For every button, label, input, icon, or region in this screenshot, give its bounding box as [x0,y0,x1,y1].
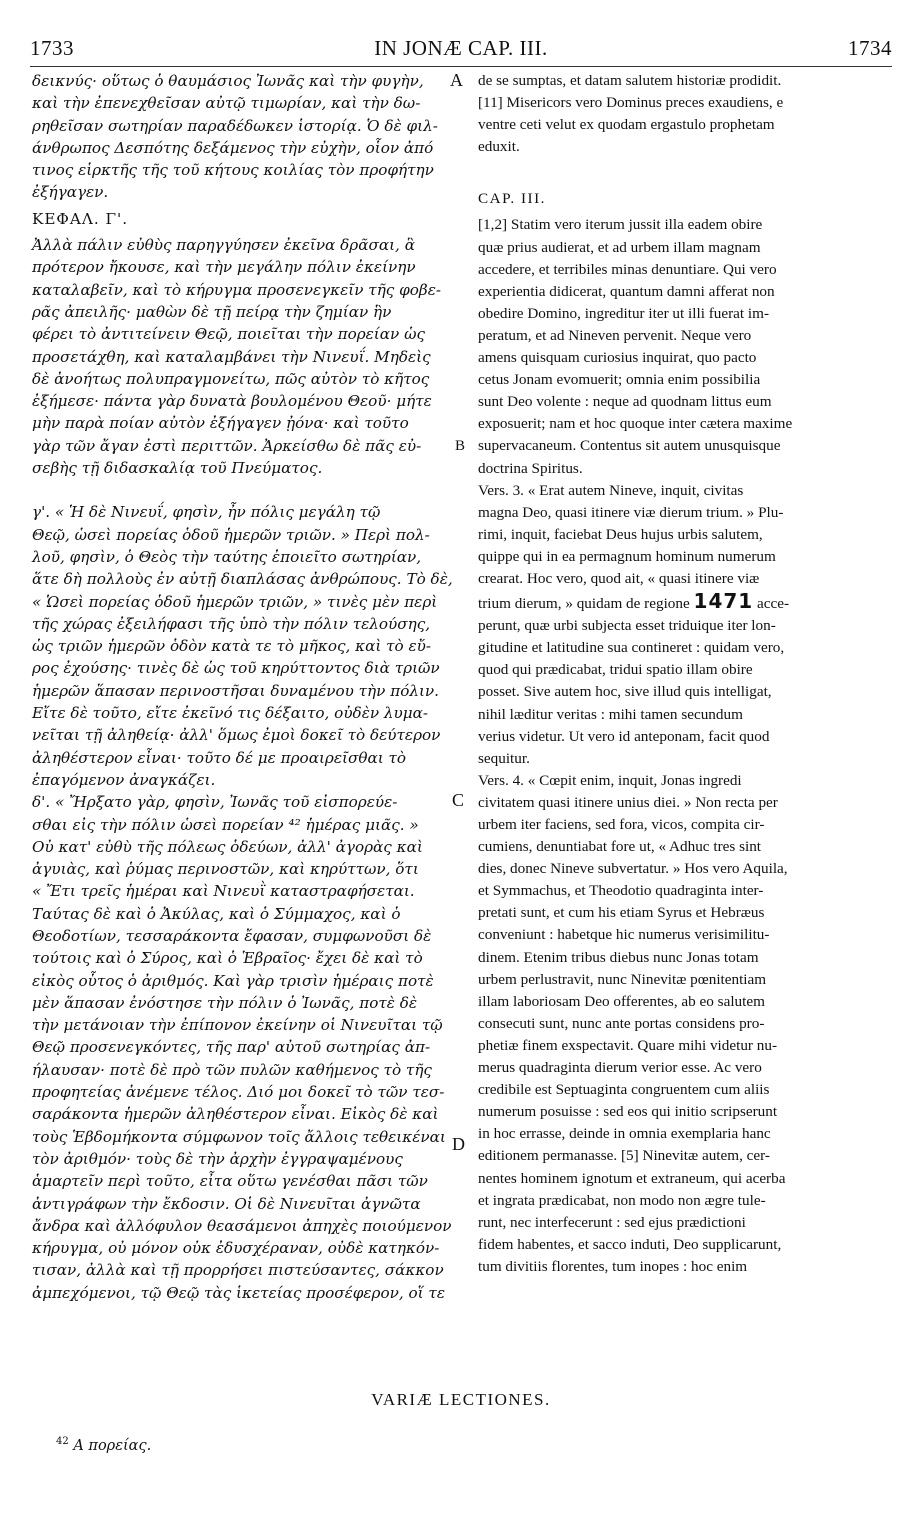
text-line: τινος εἱρκτῆς τῆς τοῦ κήτους κοιλίας τὸν προφήτην [32,161,434,180]
text-line: ἡμερῶν ἅπασαν περινοστῆσαι δυναμένου τὴν πόλιν. [32,681,439,700]
text-line: ἐξήγαγεν. [32,183,109,202]
text-line: εἰκὸς οὗτος ὁ ἀριθμός. Καὶ γὰρ τρισὶν ἡμέραις ποτὲ [32,971,434,990]
text-line: ἀληθέστερον εἶναι· τοῦτο δέ με προαιρεῖσθαι τὸ [32,748,407,767]
text-line: τούτοις καὶ ὁ Σύρος, καὶ ὁ Ἑβραῖος· ἔχει δὲ καὶ τὸ [32,949,423,968]
text-line: Ἀλλὰ πάλιν εὐθὺς παρηγγύησεν ἐκεῖνα δρᾶσαι, ἃ [32,236,415,255]
text-line: magna Deo, quasi itinere viæ dierum trium. » Plu- [478,503,784,521]
text-line: μὲν ἅπασαν ἐνόστησε τὴν πόλιν ὁ Ἰωνᾶς, ποτὲ δὲ [32,993,418,1012]
text-line: quippe qui in ea permagnum hominum numerum [478,547,776,565]
right-page-number: 1734 [848,36,892,60]
greek-verse-4 [32,790,465,1304]
text-line: δεικνύς· οὕτως ὁ θαυμάσιος Ἰωνᾶς καὶ τὴν φυγὴν, [32,72,424,90]
text-line: illam laboriosam Deo offerentes, ab eo salutem [478,992,765,1010]
text-line: ventre ceti velut ex quodam ergastulo prophetam [478,116,775,134]
text-line: Θεοδοτίων, τεσσαράκοντα ἔφασαν, συμφωνοῦσι δὲ [32,926,432,945]
text-line: consecuti sunt, nunc ante portas considens pro- [478,1014,765,1032]
text-line: sunt Deo volente : neque ad quodnam littus eum [478,393,772,411]
latin-verse-4 [478,770,892,1278]
text-line: ἀμπεχόμενοι, τῷ Θεῷ τὰς ἱκετείας προσέφερον, οἵ τε [32,1283,445,1302]
text-line: γ'. « Ἡ δὲ Νινευΐ, φησὶν, ἦν πόλις μεγάλη τῷ [32,503,381,522]
text-line: credibile est Septuaginta congruentem cum aliis [478,1081,770,1099]
text-line: et Symmachus, et Theodotio quadraginta inter- [478,882,764,900]
text-line: nihil læditur veritas : mihi tamen secundum [478,705,743,723]
text-line: supervacaneum. Contentus sit autem unusquisque [478,437,781,455]
text-line: δ'. « Ἤρξατο γὰρ, φησὶν, Ἰωνᾶς τοῦ εἰσπορεύε- [32,793,398,812]
text-line: runt, nec interfecerunt : sed ejus prædictioni [478,1213,746,1231]
text-line: civitatem quasi itinere unius diei. » Non recta per [478,793,778,811]
text-line: merus quadraginta dierum verior esse. Ac vero [478,1059,762,1077]
text-line: γὰρ τῶν ἄγαν ἐστὶ περιττῶν. Ἀρκείσθω δὲ πᾶς εὐ- [32,436,422,455]
text-line: amens quisquam curiosius inquirat, quo pacto [478,349,757,367]
text-line: ρηθεῖσαν σωτηρίαν παραδέδωκεν ἱστορίᾳ. Ὁ δὲ φιλ- [32,116,438,135]
text-line: τισαν, ἀλλὰ καὶ τῇ προρρήσει πιστεύσαντες, σάκκον [32,1261,444,1280]
text-line: cumiens, denuntiabat fore ut, « Adhuc tres sint [478,838,762,856]
latin-chapter-text [478,214,892,479]
text-line: fidem habentes, et sacco induti, Deo supplicarunt, [478,1235,782,1253]
text-line: quod qui prædicabat, tridui spatio illam obire [478,661,753,679]
text-line: μὴν παρὰ ποίαν αὐτὸν ἐξήγαγεν ᾐόνα· καὶ τοῦτο [32,414,409,433]
verse-3-continuation: acce- [753,595,790,613]
text-line: ρος ἐχούσης· τινὲς δὲ ὡς τοῦ κηρύττοντος διὰ τριῶν [32,659,440,678]
text-line: pretati sunt, et cum his etiam Syrus et Hebræus [478,904,765,922]
text-line: προσετάχθη, καὶ καταλαμβάνει τὴν Νινευΐ. Μηδεὶς [32,347,431,366]
text-line: ἐπαγόμενον ἀναγκάζει. [32,770,216,789]
text-line: κήρυγμα, οὐ μόνον οὐκ ἐδυσχέραναν, οὐδὲ κατηκόν- [32,1239,440,1258]
margin-marker-a: A [450,70,463,90]
text-line: verius videtur. Ut vero id anteponam, facit quod [478,727,770,745]
text-line: [1,2] Statim vero iterum jussit illa eadem obire [478,216,763,234]
margin-marker-c: C [452,790,465,810]
text-line: doctrina Spiritus. [478,459,583,477]
text-line: φέρει τὸ ἀντιτείνειν Θεῷ, ποιεῖται τὴν πορείαν ὡς [32,325,425,344]
header-rule [30,66,892,67]
text-line: eduxit. [478,138,520,156]
latin-chapter-title: CAP. III. [478,190,546,208]
text-line: urbem iter faciens, sed fora, vicos, compita cir- [478,816,765,833]
text-line: σθαι εἰς τὴν πόλιν ὡσεὶ πορείαν ⁴² ἡμέρας μιᾶς. » [32,815,419,834]
text-line: tum divitiis florentes, tum inopes : hoc enim [478,1257,748,1275]
text-line: crearat. Hoc vero, quod ait, « quasi itinere viæ [478,569,760,587]
text-line: ἁμαρτεῖν περὶ τοῦτο, εἶτα οὕτω γενέσθαι πᾶσι τῶν [32,1172,428,1191]
text-line: ἄνδρα καὶ ἀλλόφυλον θεασάμενοι ἀπηχὲς ποιούμενον [32,1216,452,1235]
greek-chapter-title: ΚΕΦΑΛ. Γ'. [32,209,129,228]
footnote-text: Α πορείας. [73,1437,152,1454]
text-line: cetus Jonam evomuerit; omnia enim possibilia [478,371,761,389]
column-number: 1471 [693,589,754,614]
text-line: καὶ τὴν ἐπενεχθεῖσαν αὐτῷ τιμωρίαν, καὶ τὴν δω- [32,94,421,113]
text-line: dinem. Etenim tribus diebus nunc Jonas totam [478,948,759,966]
text-line: ἀγυιὰς, καὶ ῥύμας περινοστῶν, καὶ κηρύττων, ὅτι [32,860,419,879]
text-line: Vers. 4. « Cœpit enim, inquit, Jonas ingredi [478,771,742,789]
text-line: τοὺς Ἑβδομήκοντα σύμφωνον τοῖς ἄλλοις τεθεικέναι [32,1127,446,1146]
text-line: de se sumptas, et datam salutem historiæ prodidit. [478,72,782,89]
text-line: λοῦ, φησὶν, ὁ Θεὸς τὴν ταύτης ἐποιεῖτο σωτηρίαν, [32,547,422,566]
variae-lectiones-title: VARIÆ LECTIONES. [371,1390,551,1409]
margin-marker-b: B [455,438,466,454]
text-line: Ταύτας δὲ καὶ ὁ Ἀκύλας, καὶ ὁ Σύμμαχος, καὶ ὁ [32,904,401,923]
text-line: perunt, quæ urbi subjecta esset triduique iter lon- [478,617,776,635]
text-line: ἅτε δὴ πολλοὺς ἐν αὐτῇ διαπλάσας ἀνθρώπους. Τὸ δὲ, [32,570,453,589]
text-line: gitudine et latitudine sua contineret : quidam vero, [478,639,785,657]
text-line: et ingrata prædicabat, non modo non ægre tule- [478,1191,766,1209]
text-line: accedere, et terribiles minas denuntiare. Qui vero [478,260,777,278]
running-title: IN JONÆ CAP. III. [374,36,548,60]
text-line: ήλαυσαν· ποτὲ δὲ πρὸ τῶν πυλῶν καθήμενος τὸ τῆς [32,1060,432,1079]
text-line: ἐξήμεσε· πάντα γὰρ δυνατὰ βουλομένου Θεοῦ· μήτε [32,392,432,411]
text-line: Εἴτε δὲ τοῦτο, εἴτε ἐκεῖνό τις δέξαιτο, οὐδὲν λυμα- [32,704,429,723]
latin-verse-3-after [478,615,892,770]
text-line: posset. Sive autem hoc, sive illud quis intelligat, [478,683,772,701]
text-line: editionem permanasse. [5] Ninevitæ autem, cer- [478,1147,770,1165]
text-line: numerum posuisse : sed eos qui initio scripserunt [478,1103,778,1121]
text-line: Vers. 3. « Erat autem Nineve, inquit, civitas [478,481,744,499]
text-line: ρᾶς ἀπειλῆς· μαθὼν δὲ τῇ πείρᾳ τὴν ζημίαν ἣν [32,302,392,321]
greek-verse-3 [32,501,462,791]
text-line: exposuerit; nam et hoc quoque inter cætera maxime [478,415,793,433]
text-line: πρότερον ἤκουσε, καὶ τὴν μεγάλην πόλιν ἐκείνην [32,258,416,277]
text-line: τὴν μετάνοιαν τὴν ἐπίπονον ἐκείνην οἱ Νινευῖται τῷ [32,1016,443,1035]
text-line: sequitur. [478,749,530,767]
text-line: Θεῷ, ὡσεὶ πορείας ὁδοῦ ἡμερῶν τριῶν. » Περὶ πολ- [32,525,430,544]
text-line: [11] Misericors vero Dominus preces exaudiens, e [478,94,784,112]
text-line: urbem perlustravit, nunc Ninevitæ pœnitentiam [478,970,767,988]
latin-verse-3 [478,480,892,770]
left-page-number: 1733 [30,36,74,60]
text-line: νεῖται τῇ ἀληθείᾳ· ἀλλ' ὅμως ἐμοὶ δοκεῖ τὸ δεύτερον [32,726,441,745]
text-line: καταλαβεῖν, καὶ τὸ κήρυγμα προσενεγκεῖν τῆς φοβε- [32,280,441,299]
text-line: ἀντιγράφων τὴν ἔκδοσιν. Οἱ δὲ Νινευῖται ἀγνῶτα [32,1194,421,1213]
paragraph-gap [32,479,462,501]
text-line: τὸν ἀριθμόν· τοὺς δὲ τὴν ἀρχὴν ἐγγραψαμένους [32,1149,403,1168]
text-line: dies, donec Nineve subvertatur. » Hos vero Aquila, [478,860,788,878]
greek-column [32,70,465,1304]
text-line: άνθρωπος Δεσπότης δεξάμενος τὴν εὐχὴν, οἷον ἀπό [32,138,434,157]
text-line: phetiæ finem exspectavit. Quare mihi videtur nu- [478,1036,778,1054]
text-line: « Ὡσεὶ πορείας ὁδοῦ ἡμερῶν τριῶν, » τινὲς μὲν περὶ [32,592,438,611]
text-line: conveniunt : habetque hic numerus verisimilitu- [478,926,770,944]
greek-chapter-text [32,234,462,479]
text-line: δὲ ἀνοήτως πολυπραγμονείτω, πῶς αὐτὸν τὸ κῆτος [32,369,430,388]
latin-column [478,70,892,1278]
footnote-number: 42 [56,1436,69,1447]
text-line: Οὐ κατ' εὐθὺ τῆς πόλεως ὁδεύων, ἀλλ' ἀγορὰς καὶ [32,837,423,856]
text-line: obedire Domino, ingreditur iter ut illi fuerat im- [478,304,770,322]
text-line: σαράκοντα ἡμερῶν ἀληθέστερον εἶναι. Εἰκὸς δὲ καὶ [32,1105,439,1124]
text-line: quæ prius audierat, et ad urbem illam magnam [478,238,761,256]
greek-intro [32,70,462,204]
text-line: προφητείας ἀνέμενε τέλος. Διό μοι δοκεῖ τὸ τῶν τεσ- [32,1083,445,1102]
text-line: experientia didicerat, quantum damni afferat non [478,282,775,300]
margin-marker-d: D [452,1134,465,1154]
text-line: σεβὴς τῇ διδασκαλίᾳ τοῦ Πνεύματος. [32,459,323,478]
text-line: in hoc errasse, deinde in omnia exemplaria hanc [478,1125,771,1143]
text-line: τῆς χώρας ἐξειλήφασι τῆς ὑπὸ τὴν πόλιν τελούσης, [32,614,431,633]
text-line: rimi, inquit, faciebat Deus hujus urbis salutem, [478,525,763,543]
text-line: ὡς τριῶν ἡμερῶν ὁδὸν κατὰ τε τὸ μῆκος, καὶ τὸ εὔ- [32,637,432,656]
footnote [56,1436,151,1454]
text-line: Θεῷ προσενεγκόντες, τῆς παρ' αὐτοῦ σωτηρίας ἀπ- [32,1038,431,1057]
text-line: trium dierum, » quidam de regione 1471 acce- [478,589,790,614]
text-line: « Ἔτι τρεῖς ἡμέραι καὶ Νινευῒ καταστραφήσεται. [32,882,415,901]
text-line: nentes hominem ignotum et extraneum, qui acerba [478,1169,786,1187]
text-line: peratum, et ad Nineven pervenit. Neque vero [478,326,752,344]
latin-verse-3-before [478,480,892,616]
running-header [30,36,892,64]
latin-intro [478,70,892,158]
